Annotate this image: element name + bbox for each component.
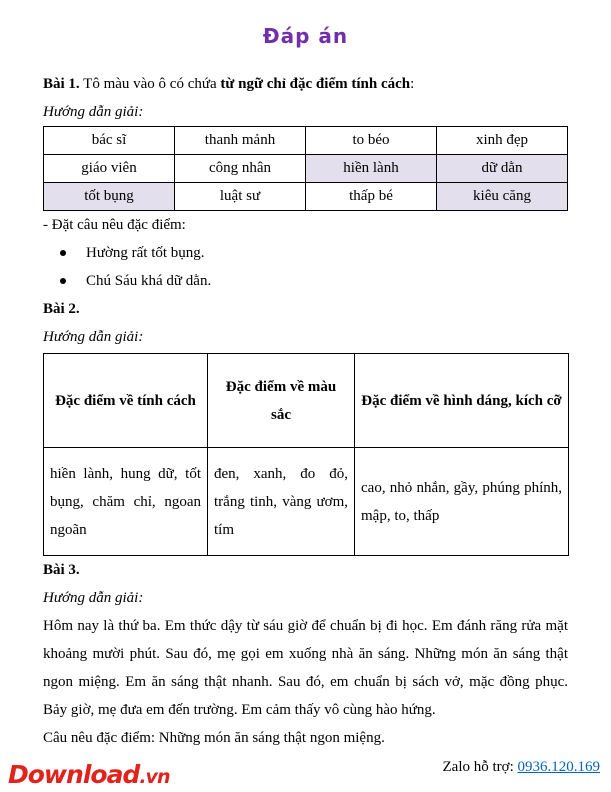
table-cell: đen, xanh, đo đỏ, trắng tinh, vàng ươm, tím <box>208 448 355 556</box>
table-cell: thấp bé <box>306 183 437 211</box>
page-title: Đáp án <box>262 24 349 48</box>
bai1-label: Bài 1. <box>43 76 80 92</box>
bullet-icon <box>60 250 66 256</box>
table-cell-highlighted: dữ dằn <box>437 155 568 183</box>
bai1-intro-text: Tô màu vào ô có chứa <box>79 76 221 92</box>
table-cell: thanh mảnh <box>175 127 306 155</box>
table-row <box>44 127 568 155</box>
table-cell: to béo <box>306 127 437 155</box>
table-cell: cao, nhỏ nhắn, gầy, phúng phính, mập, to, thấp <box>355 448 569 556</box>
list-item <box>43 267 568 295</box>
table-row <box>44 448 569 556</box>
downloadvn-logo <box>8 762 169 787</box>
bai1-heading <box>43 70 568 98</box>
bai1-guide-label: Hướng dẫn giải: <box>43 104 144 120</box>
table-cell: bác sĩ <box>44 127 175 155</box>
bai3-guide-label: Hướng dẫn giải: <box>43 590 144 606</box>
table-header-cell: Đặc điểm về hình dáng, kích cỡ <box>355 354 569 448</box>
logo-text-suffix: .vn <box>139 766 170 788</box>
bai1-intro-bold: từ ngữ chỉ đặc điểm tính cách <box>220 76 411 92</box>
bai1-intro-end: : <box>410 76 415 92</box>
table-header-row <box>44 354 569 448</box>
bai2-answer-table <box>43 353 569 556</box>
bai2-label: Bài 2. <box>43 301 80 317</box>
bai3-paragraph: Hôm nay là thứ ba. Em thức dậy từ sáu giờ để chuẩn bị đi học. Em đánh răng rửa mặt khoảng mười phút. Sau đó, mẹ gọi em xuống nhà ăn sáng. Những món ăn sáng thật ngon miệng. Em ăn sáng thật nhanh. Sau đó, em chuẩn bị sách vở, mặc đồng phục. Bảy giờ, mẹ đưa em đến trường. Em cảm thấy vô cùng hào hứng. <box>43 618 568 718</box>
bullet-text: Chú Sáu khá dữ dằn. <box>86 273 212 289</box>
table-cell: giáo viên <box>44 155 175 183</box>
bai1-note: - Đặt câu nêu đặc điểm: <box>43 217 186 233</box>
logo-text-main: Download <box>8 760 140 789</box>
zalo-support <box>443 759 601 776</box>
bai1-answer-table <box>43 126 568 211</box>
table-row <box>44 155 568 183</box>
table-header-cell: Đặc điểm về màu sắc <box>208 354 355 448</box>
zalo-phone-link[interactable]: 0936.120.169 <box>517 759 600 775</box>
table-cell: hiền lành, hung dữ, tốt bụng, chăm chỉ, ngoan ngoãn <box>44 448 208 556</box>
bai2-guide-label: Hướng dẫn giải: <box>43 329 144 345</box>
table-cell-highlighted: kiêu căng <box>437 183 568 211</box>
bullet-icon <box>60 278 66 284</box>
table-cell-highlighted: hiền lành <box>306 155 437 183</box>
bullet-text: Hường rất tốt bụng. <box>86 245 205 261</box>
bai3-label: Bài 3. <box>43 562 80 578</box>
table-cell: xinh đẹp <box>437 127 568 155</box>
list-item <box>43 239 568 267</box>
table-cell: luật sư <box>175 183 306 211</box>
table-row <box>44 183 568 211</box>
table-cell-highlighted: tốt bụng <box>44 183 175 211</box>
table-cell: công nhân <box>175 155 306 183</box>
table-header-cell: Đặc điểm về tính cách <box>44 354 208 448</box>
zalo-support-label: Zalo hỗ trợ: <box>442 759 518 775</box>
bai3-closing-sentence: Câu nêu đặc điểm: Những món ăn sáng thật ngon miệng. <box>43 730 385 746</box>
